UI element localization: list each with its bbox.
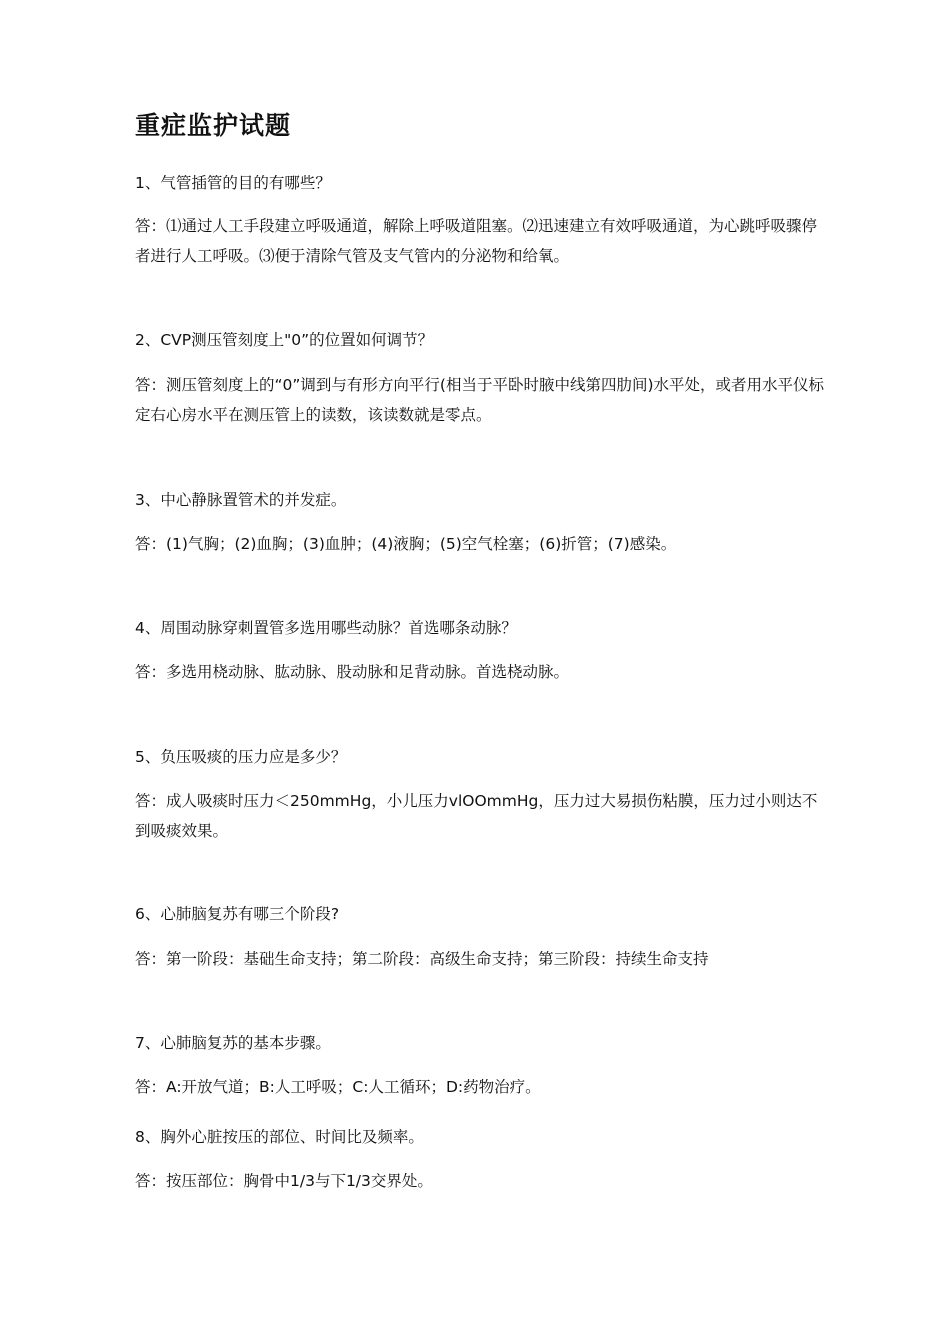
answer-2: 答：测压管刻度上的“0”调到与有形方向平行(相当于平卧时腋中线第四肋间)水平处，或者用水平仪标定右心房水平在测压管上的读数，该读数就是零点。 <box>135 376 825 424</box>
answer-5: 答：成人吸痰时压力＜250mmHg，小儿压力vlOOmmHg，压力过大易损伤粘膜，压力过小则达不到吸痰效果。 <box>135 792 818 840</box>
answer-1: 答：⑴通过人工手段建立呼吸通道，解除上呼吸道阻塞。⑵迅速建立有效呼吸通道，为心跳呼吸骤停者进行人工呼吸。⑶便于清除气管及支气管内的分泌物和给氧。 <box>135 217 818 265</box>
question-8: 8、胸外心脏按压的部位、时间比及频率。 <box>135 1128 424 1146</box>
question-7: 7、心肺脑复苏的基本步骤。 <box>135 1034 331 1052</box>
answer-4: 答：多选用桡动脉、肱动脉、股动脉和足背动脉。首选桡动脉。 <box>135 663 570 681</box>
question-2: 2、CVP测压管刻度上"0”的位置如何调节？ <box>135 331 434 349</box>
question-4: 4、周围动脉穿刺置管多选用哪些动脉？首选哪条动脉？ <box>135 619 517 637</box>
question-5: 5、负压吸痰的压力应是多少？ <box>135 748 347 766</box>
question-1: 1、气管插管的目的有哪些？ <box>135 174 331 192</box>
document-title: 重症监护试题 <box>135 111 292 140</box>
answer-7: 答：A:开放气道；B:人工呼吸；C:人工循环；D:药物治疗。 <box>135 1078 541 1096</box>
answer-3: 答：(1)气胸；(2)血胸；(3)血肿；(4)液胸；(5)空气栓塞；(6)折管；(7)感染。 <box>135 535 677 553</box>
answer-8: 答：按压部位：胸骨中1/3与下1/3交界处。 <box>135 1172 433 1190</box>
question-6: 6、心肺脑复苏有哪三个阶段? <box>135 905 340 923</box>
answer-6: 答：第一阶段：基础生命支持；第二阶段：高级生命支持；第三阶段：持续生命支持 <box>135 950 709 968</box>
question-3: 3、中心静脉置管术的并发症。 <box>135 491 347 509</box>
